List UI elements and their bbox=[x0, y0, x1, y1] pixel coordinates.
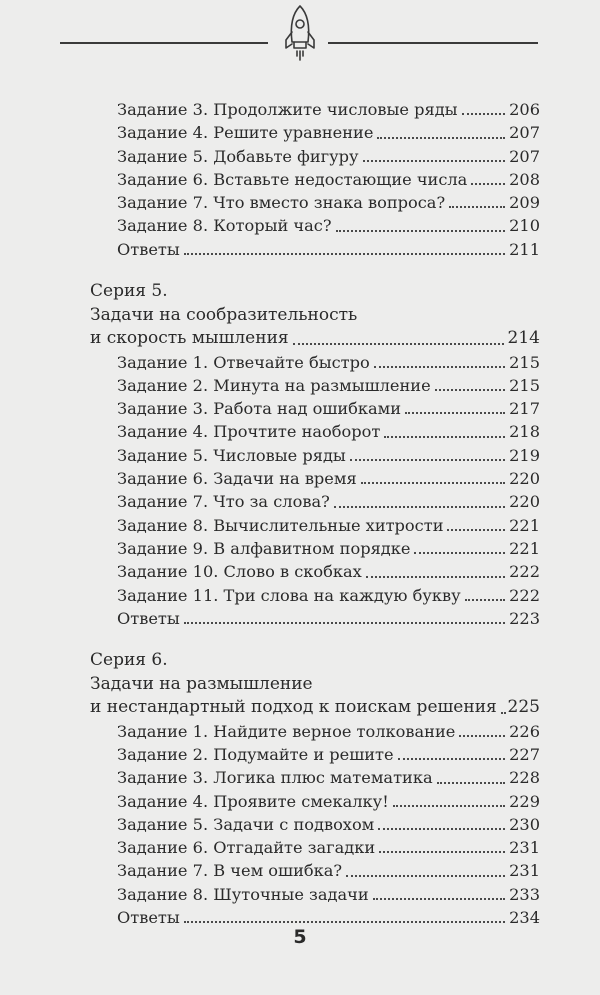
leader-dots bbox=[184, 252, 505, 255]
leader-dots bbox=[350, 458, 505, 461]
leader-dots bbox=[346, 874, 505, 877]
leader-dots bbox=[336, 229, 506, 232]
entry-page-number: 231 bbox=[509, 861, 540, 881]
entry-page-number: 207 bbox=[509, 123, 540, 143]
entry-label: Задание 2. Подумайте и решите bbox=[117, 744, 394, 764]
entry-label: Задание 8. Вычислительные хитрости bbox=[117, 515, 444, 535]
entry-label: Задание 2. Минута на размышление bbox=[117, 375, 431, 395]
entry-label: Задание 8. Который час? bbox=[117, 216, 332, 236]
toc-entry[interactable] bbox=[90, 720, 540, 743]
leader-dots bbox=[366, 575, 505, 578]
leader-dots bbox=[437, 781, 506, 784]
entry-page-number: 210 bbox=[509, 216, 540, 236]
entry-page-number: 221 bbox=[509, 515, 540, 535]
entry-label: Задание 3. Логика плюс математика bbox=[117, 768, 433, 788]
header-rule-right bbox=[328, 42, 538, 44]
entry-page-number: 231 bbox=[509, 838, 540, 858]
leader-dots bbox=[471, 182, 505, 185]
entry-label: Задание 3. Продолжите числовые ряды bbox=[117, 100, 458, 119]
entry-label: Задание 1. Отвечайте быстро bbox=[117, 352, 370, 372]
entry-label: Задание 4. Решите уравнение bbox=[117, 123, 374, 143]
toc-entry[interactable] bbox=[90, 145, 540, 168]
leader-dots bbox=[334, 505, 505, 508]
leader-dots bbox=[378, 827, 505, 830]
leader-dots bbox=[184, 920, 505, 923]
entry-page-number: 225 bbox=[507, 697, 540, 718]
toc-entry[interactable] bbox=[90, 813, 540, 836]
entry-page-number: 211 bbox=[509, 239, 540, 259]
leader-dots bbox=[449, 205, 505, 208]
leader-dots bbox=[405, 411, 505, 414]
section-title-line: Задачи на размышление bbox=[90, 673, 313, 694]
toc-entry[interactable] bbox=[90, 883, 540, 906]
toc-section bbox=[90, 98, 540, 261]
leader-dots bbox=[384, 435, 505, 438]
entry-label: Ответы bbox=[117, 908, 180, 928]
leader-dots bbox=[361, 481, 505, 484]
toc-section bbox=[90, 280, 540, 630]
toc-entry[interactable] bbox=[90, 560, 540, 583]
entry-page-number: 214 bbox=[507, 328, 540, 349]
section-heading-entry[interactable] bbox=[90, 327, 540, 351]
entry-label: Задание 10. Слово в скобках bbox=[117, 562, 362, 582]
toc-entry[interactable] bbox=[90, 374, 540, 397]
entry-page-number: 229 bbox=[509, 791, 540, 811]
toc-entry[interactable] bbox=[90, 168, 540, 191]
leader-dots bbox=[377, 136, 505, 139]
entry-label: Задание 6. Отгадайте загадки bbox=[117, 838, 376, 858]
section-title-line: Серия 5. bbox=[90, 281, 168, 302]
entry-label: и скорость мышления bbox=[90, 328, 289, 349]
entry-label: Задание 5. Числовые ряды bbox=[117, 445, 346, 465]
entry-page-number: 219 bbox=[509, 445, 540, 465]
entry-page-number: 222 bbox=[509, 562, 540, 582]
leader-dots bbox=[462, 112, 506, 115]
toc-entry[interactable] bbox=[90, 121, 540, 144]
entry-page-number: 218 bbox=[509, 422, 540, 442]
entry-label: Ответы bbox=[117, 239, 180, 259]
entry-label: Задание 4. Прочтите наоборот bbox=[117, 422, 381, 442]
toc-entry[interactable] bbox=[90, 607, 540, 630]
leader-dots bbox=[293, 342, 504, 345]
toc-entry[interactable] bbox=[90, 859, 540, 882]
page-header bbox=[0, 0, 600, 80]
toc-entry[interactable] bbox=[90, 790, 540, 813]
entry-page-number: 227 bbox=[509, 744, 540, 764]
rocket-icon bbox=[276, 2, 324, 68]
entry-label: Задание 3. Работа над ошибками bbox=[117, 399, 402, 419]
leader-dots bbox=[465, 598, 505, 601]
leader-dots bbox=[414, 551, 505, 554]
toc-entry[interactable] bbox=[90, 420, 540, 443]
entry-label: Задание 5. Добавьте фигуру bbox=[117, 146, 359, 166]
entry-page-number: 209 bbox=[509, 193, 540, 213]
entry-page-number: 228 bbox=[509, 768, 540, 788]
leader-dots bbox=[501, 711, 504, 714]
toc-entry[interactable] bbox=[90, 836, 540, 859]
leader-dots bbox=[379, 850, 505, 853]
entry-label: Задание 7. В чем ошибка? bbox=[117, 861, 343, 881]
entry-page-number: 220 bbox=[509, 492, 540, 512]
entry-page-number: 221 bbox=[509, 538, 540, 558]
table-of-contents bbox=[90, 98, 540, 929]
leader-dots bbox=[374, 365, 505, 368]
entry-label: Задание 8. Шуточные задачи bbox=[117, 884, 369, 904]
entry-label: Задание 7. Что вместо знака вопроса? bbox=[117, 193, 446, 213]
entry-page-number: 217 bbox=[509, 399, 540, 419]
leader-dots bbox=[435, 388, 505, 391]
entry-page-number: 222 bbox=[509, 585, 540, 605]
leader-dots bbox=[363, 159, 506, 162]
entry-page-number: 208 bbox=[509, 169, 540, 189]
toc-entry[interactable] bbox=[90, 191, 540, 214]
entry-page-number: 233 bbox=[509, 884, 540, 904]
leader-dots bbox=[459, 734, 505, 737]
leader-dots bbox=[393, 804, 505, 807]
toc-entry[interactable] bbox=[90, 514, 540, 537]
entry-label: Задание 1. Найдите верное толкование bbox=[117, 721, 456, 741]
entry-page-number: 206 bbox=[509, 100, 540, 119]
leader-dots bbox=[184, 621, 505, 624]
entry-page-number: 226 bbox=[509, 721, 540, 741]
entry-label: Ответы bbox=[117, 608, 180, 628]
section-title-line: Серия 6. bbox=[90, 650, 168, 671]
entry-label: Задание 9. В алфавитном порядке bbox=[117, 538, 411, 558]
entry-label: Задание 7. Что за слова? bbox=[117, 492, 330, 512]
toc-entry[interactable] bbox=[90, 238, 540, 261]
toc-entry[interactable] bbox=[90, 98, 540, 121]
entry-page-number: 220 bbox=[509, 469, 540, 489]
toc-entry[interactable] bbox=[90, 490, 540, 513]
leader-dots bbox=[373, 897, 505, 900]
entry-page-number: 234 bbox=[509, 908, 540, 928]
entry-page-number: 223 bbox=[509, 608, 540, 628]
entry-page-number: 207 bbox=[509, 146, 540, 166]
entry-label: Задание 6. Задачи на время bbox=[117, 469, 357, 489]
entry-label: Задание 5. Задачи с подвохом bbox=[117, 814, 375, 834]
entry-label: Задание 4. Проявите смекалку! bbox=[117, 791, 389, 811]
leader-dots bbox=[447, 528, 505, 531]
toc-entry[interactable] bbox=[90, 584, 540, 607]
leader-dots bbox=[398, 757, 506, 760]
entry-label: Задание 6. Вставьте недостающие числа bbox=[117, 169, 468, 189]
section-title-line: Задачи на сообразительность bbox=[90, 304, 358, 325]
header-rule-left bbox=[60, 42, 268, 44]
entry-label: и нестандартный подход к поискам решения bbox=[90, 697, 497, 718]
toc-entry[interactable] bbox=[90, 743, 540, 766]
toc-entry[interactable] bbox=[90, 444, 540, 467]
toc-entry[interactable] bbox=[90, 214, 540, 237]
toc-entry[interactable] bbox=[90, 537, 540, 560]
section-heading-entry[interactable] bbox=[90, 696, 540, 720]
page-number: 5 bbox=[293, 926, 307, 948]
entry-page-number: 230 bbox=[509, 814, 540, 834]
entry-page-number: 215 bbox=[509, 352, 540, 372]
toc-section bbox=[90, 649, 540, 929]
toc-entry[interactable] bbox=[90, 351, 540, 374]
toc-entry[interactable] bbox=[90, 467, 540, 490]
toc-entry[interactable] bbox=[90, 766, 540, 789]
toc-entry[interactable] bbox=[90, 397, 540, 420]
entry-label: Задание 11. Три слова на каждую букву bbox=[117, 585, 461, 605]
entry-page-number: 215 bbox=[509, 375, 540, 395]
